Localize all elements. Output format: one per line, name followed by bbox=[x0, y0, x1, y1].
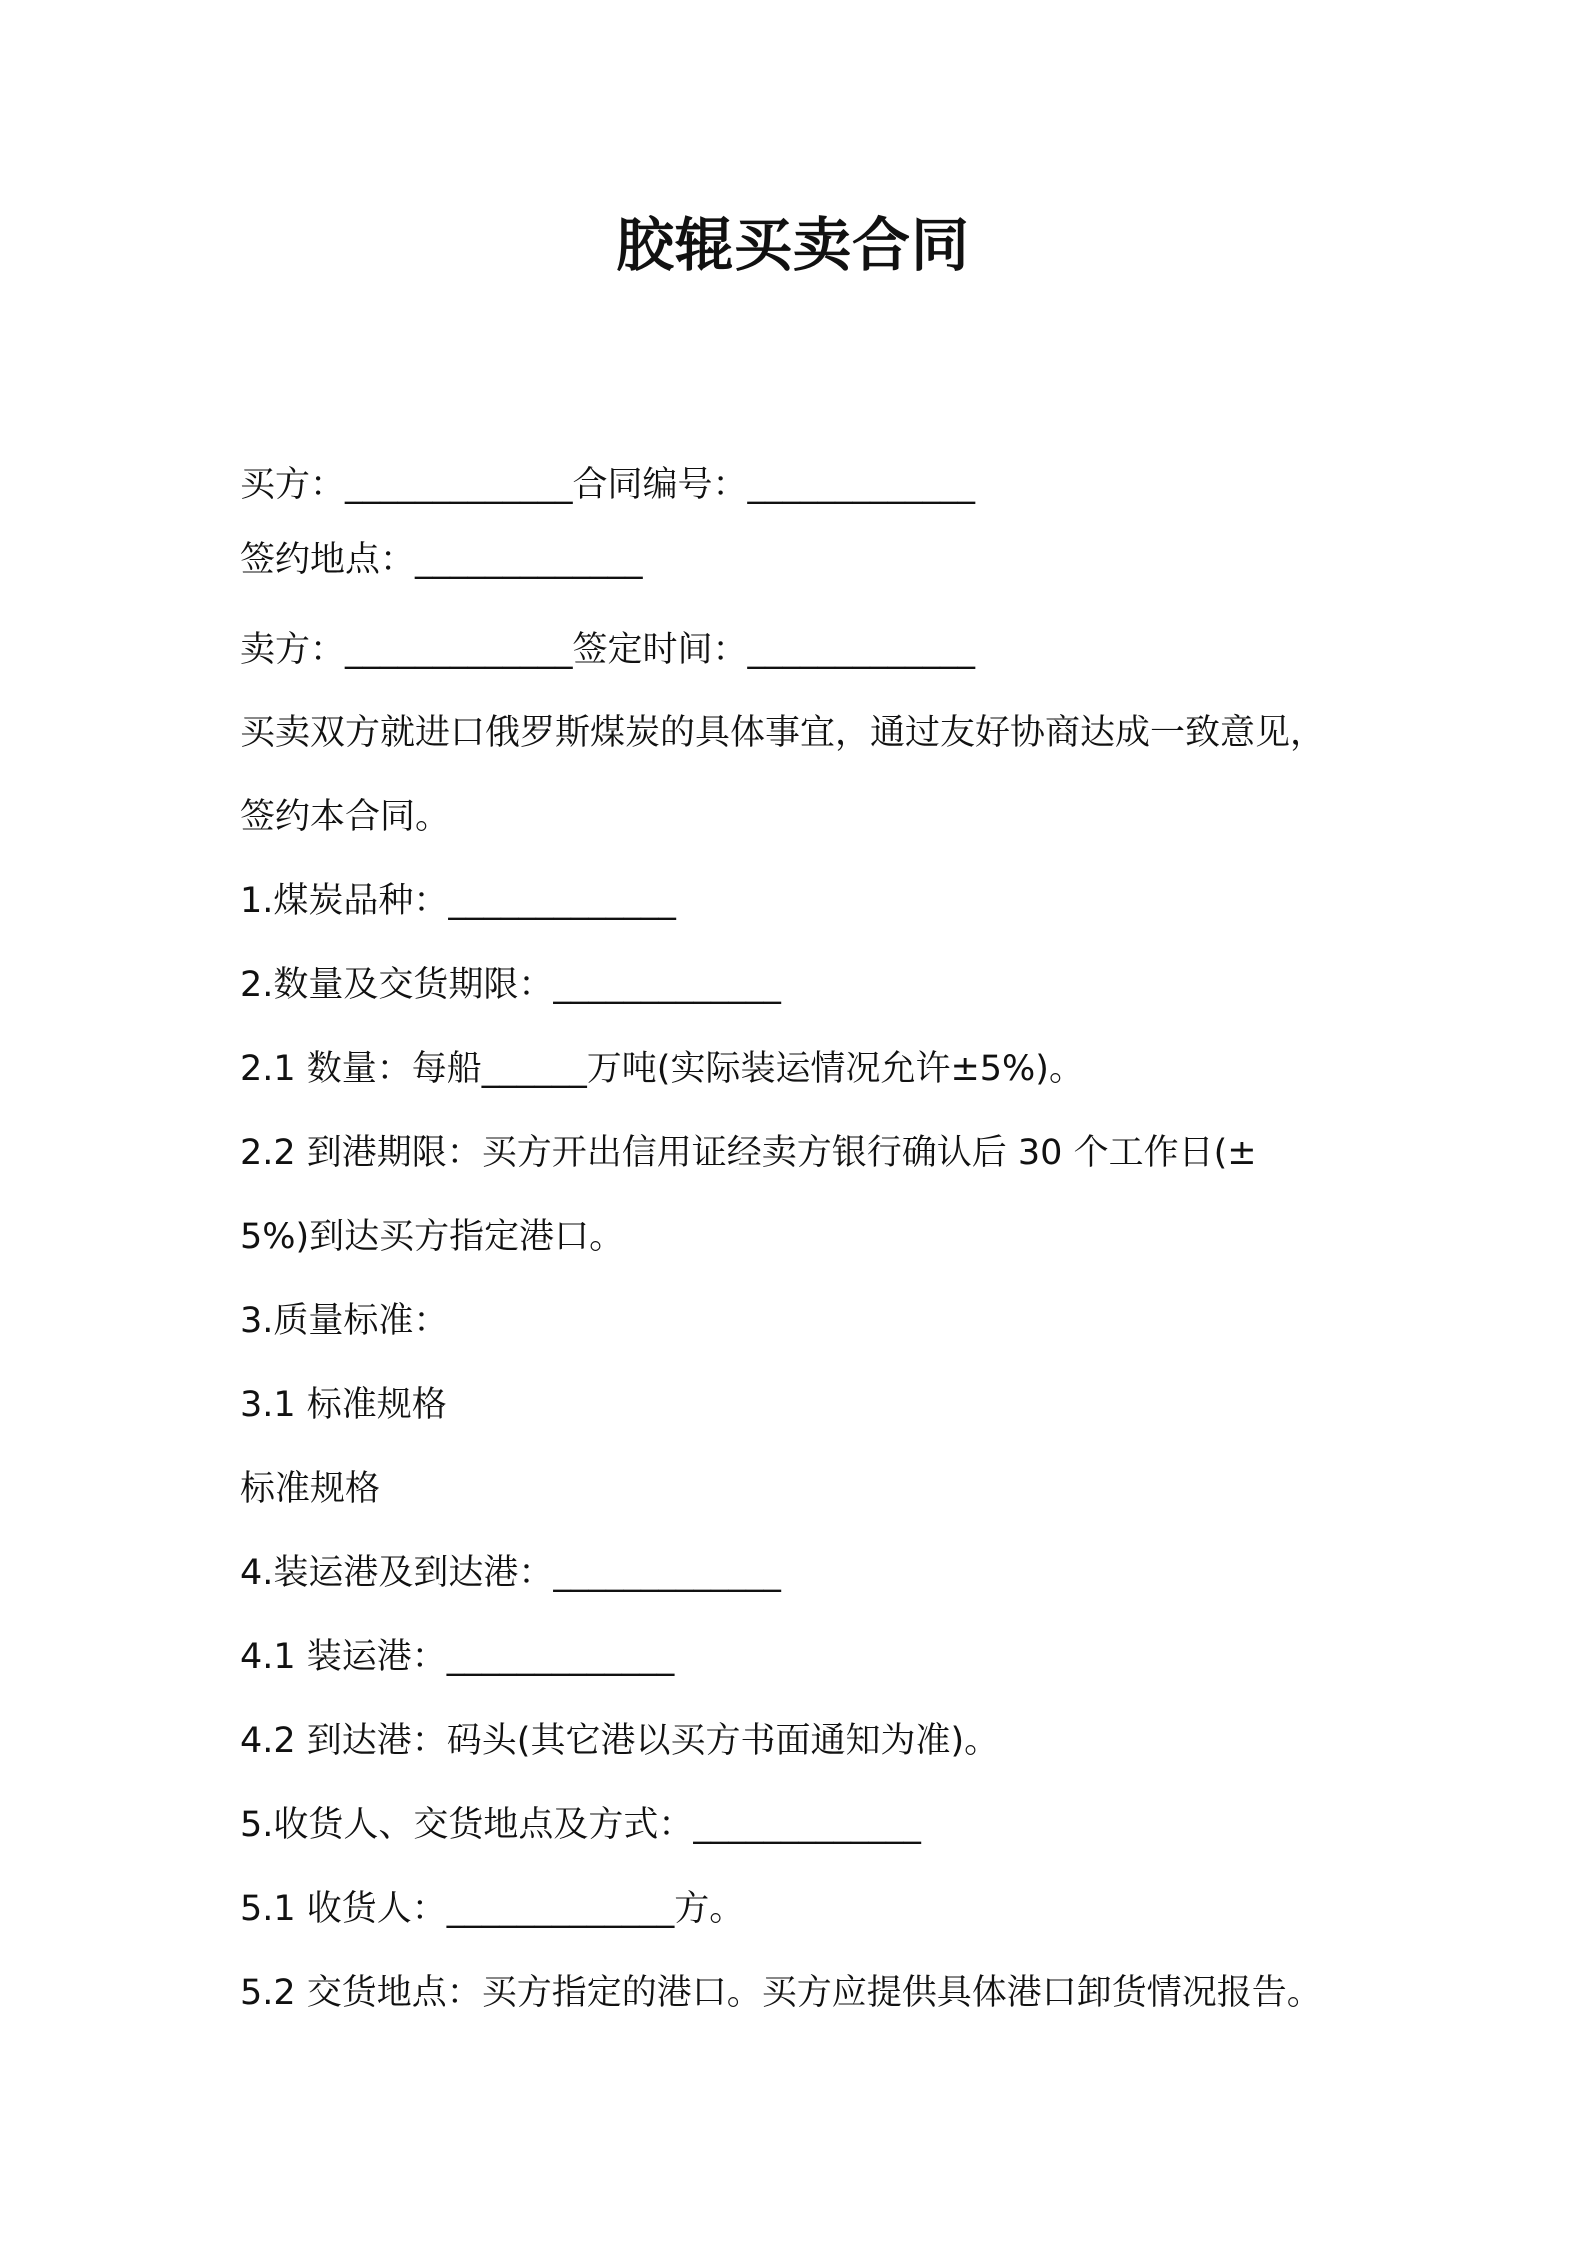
clause-2-2-arrival-line-1: 2.2 到港期限：买方开出信用证经卖方银行确认后 30 个工作日(± bbox=[240, 1133, 1257, 1173]
clause-4-2-arrival-port: 4.2 到达港：码头(其它港以买方书面通知为准)。 bbox=[240, 1721, 1000, 1761]
preamble-line-2: 签约本合同。 bbox=[240, 797, 451, 837]
clause-5-1-consignee: 5.1 收货人：_____________方。 bbox=[240, 1889, 745, 1929]
spec-text: 标准规格 bbox=[240, 1469, 381, 1509]
seller-signing-date-line: 卖方：_____________签定时间：_____________ bbox=[240, 630, 976, 670]
clause-3-quality: 3.质量标准： bbox=[240, 1301, 449, 1341]
clause-5-2-delivery-place: 5.2 交货地点：买方指定的港口。买方应提供具体港口卸货情况报告。 bbox=[240, 1973, 1322, 2013]
preamble-line-1: 买卖双方就进口俄罗斯煤炭的具体事宜，通过友好协商达成一致意见， bbox=[240, 713, 1326, 753]
document-title: 胶辊买卖合同 bbox=[615, 211, 970, 279]
clause-2-1-quantity: 2.1 数量：每船______万吨(实际装运情况允许±5%)。 bbox=[240, 1049, 1084, 1089]
clause-2-quantity-delivery: 2.数量及交货期限：_____________ bbox=[240, 965, 781, 1005]
clause-3-1-spec: 3.1 标准规格 bbox=[240, 1385, 447, 1425]
clause-5-consignee-delivery: 5.收货人、交货地点及方式：_____________ bbox=[240, 1805, 921, 1845]
clause-4-ports: 4.装运港及到达港：_____________ bbox=[240, 1553, 781, 1593]
clause-2-2-arrival-line-2: 5%)到达买方指定港口。 bbox=[240, 1217, 625, 1257]
buyer-contract-number-line: 买方：_____________合同编号：_____________ bbox=[240, 465, 976, 505]
clause-1-coal-type: 1.煤炭品种：_____________ bbox=[240, 881, 676, 921]
clause-4-1-loading-port: 4.1 装运港：_____________ bbox=[240, 1637, 675, 1677]
signing-place-line: 签约地点：_____________ bbox=[240, 540, 643, 580]
